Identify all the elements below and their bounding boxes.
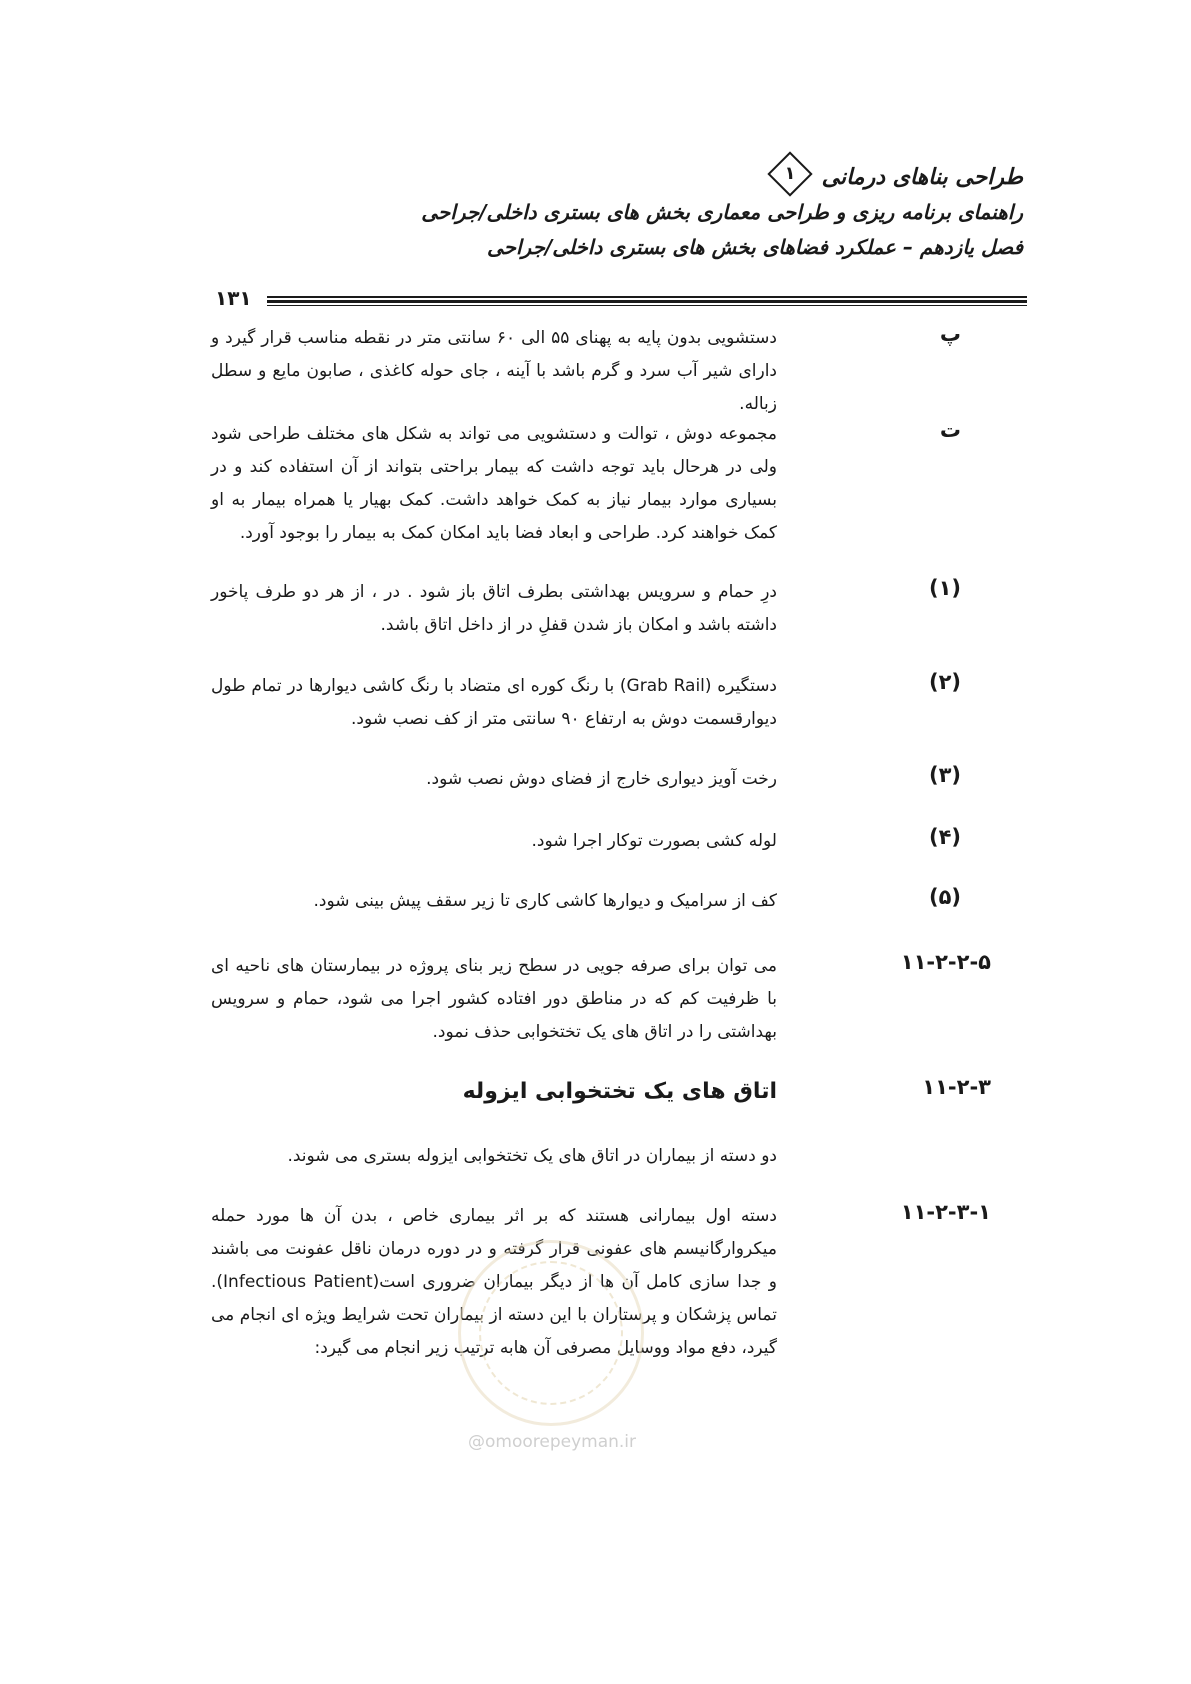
item-text: دستشویی بدون پایه به پهنای ۵۵ الی ۶۰ سانتی متر در نقطه مناسب قرار گیرد و دارای شیر آب سرد و گرم باشد با آینه ، جای حوله کاغذی ، صابون مایع و سطل زباله. <box>211 328 777 414</box>
item-marker: (۳) <box>928 763 961 787</box>
item-text: مجموعه دوش ، توالت و دستشویی می تواند به شکل های مختلف طراحی شود ولی در هرحال باید توجه داشت که بیمار براحتی بتواند از آن استفاده کند و در بسیاری موارد بیمار نیاز به کمک خواهد داشت. کمک بهیار یا همراه بیمار به او کمک خواهند کرد. طراحی و ابعاد فضا باید امکان کمک به بیمار را بوجود آورد. <box>211 424 777 543</box>
item-text: کف از سرامیک و دیوارها کاشی کاری تا زیر سقف پیش بینی شود. <box>313 891 777 911</box>
book-title: طراحی بناهای درمانی <box>821 165 1023 190</box>
item-marker: (۲) <box>928 670 961 694</box>
item-marker: (۵) <box>928 885 961 909</box>
book-subtitle: راهنمای برنامه ریزی و طراحی معماری بخش های بستری داخلی/جراحی <box>421 200 1023 224</box>
item-marker: پ <box>939 322 961 346</box>
section-text: می توان برای صرفه جویی در سطح زیر بنای پروژه در بیمارستان های ناحیه ای با ظرفیت کم که در مناطق دور افتاده کشور اجرا می شود، حمام و سرویس بهداشتی را در اتاق های یک تختخوابی حذف نمود. <box>211 956 777 1042</box>
watermark-text: @omoorepeyman.ir <box>468 1432 637 1452</box>
item-marker: (۱) <box>928 576 961 600</box>
section-number: ۱۱-۲-۳ <box>922 1075 991 1099</box>
volume-number: ۱ <box>784 163 796 184</box>
watermark-seal <box>458 1240 644 1426</box>
item-marker: ت <box>939 418 961 442</box>
rule-line <box>267 296 1027 298</box>
paragraph-text: دو دسته از بیماران در اتاق های یک تختخوابی ایزوله بستری می شوند. <box>287 1146 777 1166</box>
section-number: ۱۱-۲-۲-۵ <box>900 950 991 974</box>
item-marker: (۴) <box>928 825 961 849</box>
rule-line <box>267 300 1027 303</box>
volume-badge <box>767 151 812 196</box>
page-number: ۱۳۱ <box>215 286 252 310</box>
header-rule <box>215 286 1027 310</box>
watermark-seal-ring <box>479 1261 623 1405</box>
item-text: درِ حمام و سرویس بهداشتی بطرف اتاق باز شود . در ، از هر دو طرف پاخور داشته باشد و امکان باز شدن قفلِ در از داخل اتاق باشد. <box>211 582 777 635</box>
chapter-title: فصل یازدهم – عملکرد فضاهای بخش های بستری داخلی/جراحی <box>486 235 1023 259</box>
section-number: ۱۱-۲-۳-۱ <box>900 1200 991 1224</box>
item-text: لوله کشی بصورت توکار اجرا شود. <box>531 831 777 851</box>
rule-line <box>267 305 1027 306</box>
page-header <box>263 160 1023 265</box>
item-text: دستگیره (Grab Rail) با رنگ کوره ای متضاد با رنگ کاشی دیوارها در تمام طول دیوارقسمت دوش به ارتفاع ۹۰ سانتی متر از کف نصب شود. <box>211 676 778 729</box>
section-text: دسته اول بیمارانی هستند که بر اثر بیماری خاص ، بدن آن ها مورد حمله میکروارگانیسم های عفونی قرار گرفته و در دوره درمان ناقل عفونت می باشند و جدا سازی کامل آن ها از دیگر بیماران ضروری است(Infectious Patient). تماس پزشکان و پرستاران با این دسته از بیماران تحت شرایط ویژه ای انجام می گیرد، دفع مواد ووسایل مصرفی آن هابه ترتیب زیر انجام می گیرد: <box>211 1206 777 1358</box>
book-title-line <box>263 160 1023 195</box>
item-text: رخت آویز دیواری خارج از فضای دوش نصب شود. <box>426 769 777 789</box>
section-title: اتاق های یک تختخوابی ایزوله <box>462 1079 777 1104</box>
